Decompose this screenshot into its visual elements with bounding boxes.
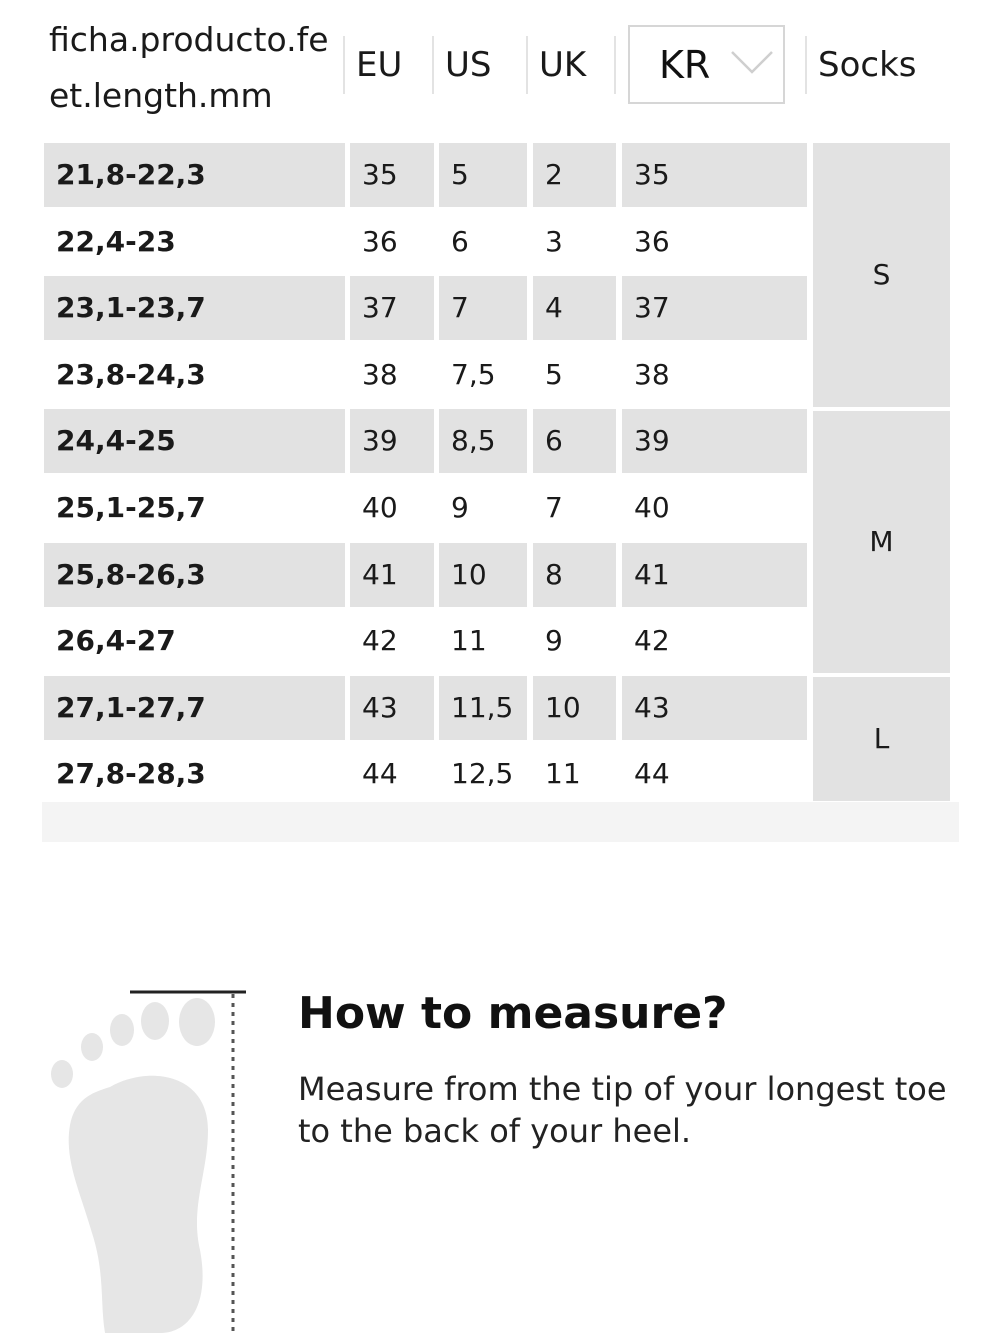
eu-cell: 42	[362, 624, 398, 658]
uk-cell: 6	[533, 409, 616, 473]
us-cell: 9	[451, 491, 469, 524]
length-cell: 25,8-26,3	[44, 543, 345, 607]
length-cell: 27,1-27,7	[44, 676, 345, 740]
uk-cell: 3	[545, 224, 563, 258]
foot-measure-icon	[40, 985, 260, 1333]
us-cell: 8,5	[439, 409, 527, 473]
header-divider	[526, 36, 528, 94]
us-cell: 7,5	[451, 357, 496, 391]
kr-cell: 39	[622, 409, 807, 473]
header-divider	[343, 36, 345, 94]
us-cell: 7	[439, 276, 527, 340]
us-cell: 5	[439, 143, 527, 207]
eu-cell: 35	[350, 143, 434, 207]
eu-cell: 43	[350, 676, 434, 740]
uk-cell: 2	[533, 143, 616, 207]
eu-column-header: EU	[356, 45, 403, 85]
eu-cell: 36	[362, 224, 398, 258]
region-size-select-value: KR	[659, 43, 711, 87]
kr-cell: 36	[634, 224, 670, 258]
uk-cell: 11	[545, 757, 581, 791]
kr-cell: 42	[634, 624, 670, 658]
length-cell: 25,1-25,7	[56, 491, 206, 524]
region-size-select[interactable]	[628, 25, 785, 104]
kr-cell: 43	[622, 676, 807, 740]
length-cell: 24,4-25	[44, 409, 345, 473]
eu-cell: 37	[350, 276, 434, 340]
us-cell: 11,5	[439, 676, 527, 740]
uk-column-header: UK	[539, 45, 587, 85]
length-cell: 22,4-23	[56, 224, 176, 258]
uk-cell: 5	[545, 357, 563, 391]
us-cell: 11	[451, 624, 487, 658]
us-cell: 6	[451, 224, 469, 258]
eu-cell: 40	[362, 491, 398, 524]
kr-cell: 40	[634, 491, 670, 524]
kr-cell: 37	[622, 276, 807, 340]
us-cell: 10	[439, 543, 527, 607]
socks-size-cell: S	[813, 143, 950, 407]
length-cell: 26,4-27	[56, 624, 176, 658]
uk-cell: 7	[545, 491, 563, 524]
how-to-measure-title: How to measure?	[298, 988, 728, 1039]
header-divider	[614, 36, 616, 94]
length-cell: 23,1-23,7	[44, 276, 345, 340]
table-footer	[42, 802, 959, 842]
eu-cell: 38	[362, 357, 398, 391]
uk-cell: 8	[533, 543, 616, 607]
how-to-measure-text: Measure from the tip of your longest toe to the back of your heel.	[298, 1070, 947, 1150]
us-cell: 12,5	[451, 757, 514, 791]
kr-cell: 41	[622, 543, 807, 607]
size-table-header	[0, 0, 1000, 130]
header-divider	[432, 36, 434, 94]
socks-size-cell: M	[813, 411, 950, 673]
eu-cell: 39	[350, 409, 434, 473]
socks-column-header: Socks	[818, 45, 917, 85]
uk-cell: 4	[533, 276, 616, 340]
eu-cell: 44	[362, 757, 398, 791]
length-cell: 23,8-24,3	[56, 357, 206, 391]
socks-size-cell: L	[813, 677, 950, 801]
header-divider	[805, 36, 807, 94]
length-cell: 27,8-28,3	[56, 757, 206, 791]
uk-cell: 9	[545, 624, 563, 658]
kr-cell: 44	[634, 757, 670, 791]
length-cell: 21,8-22,3	[44, 143, 345, 207]
uk-cell: 10	[533, 676, 616, 740]
kr-cell: 35	[622, 143, 807, 207]
eu-cell: 41	[350, 543, 434, 607]
us-column-header: US	[445, 45, 492, 85]
length-column-header: ficha.producto.feet.length.mm	[49, 20, 329, 115]
chevron-down-icon	[730, 49, 774, 75]
kr-cell: 38	[634, 357, 670, 391]
